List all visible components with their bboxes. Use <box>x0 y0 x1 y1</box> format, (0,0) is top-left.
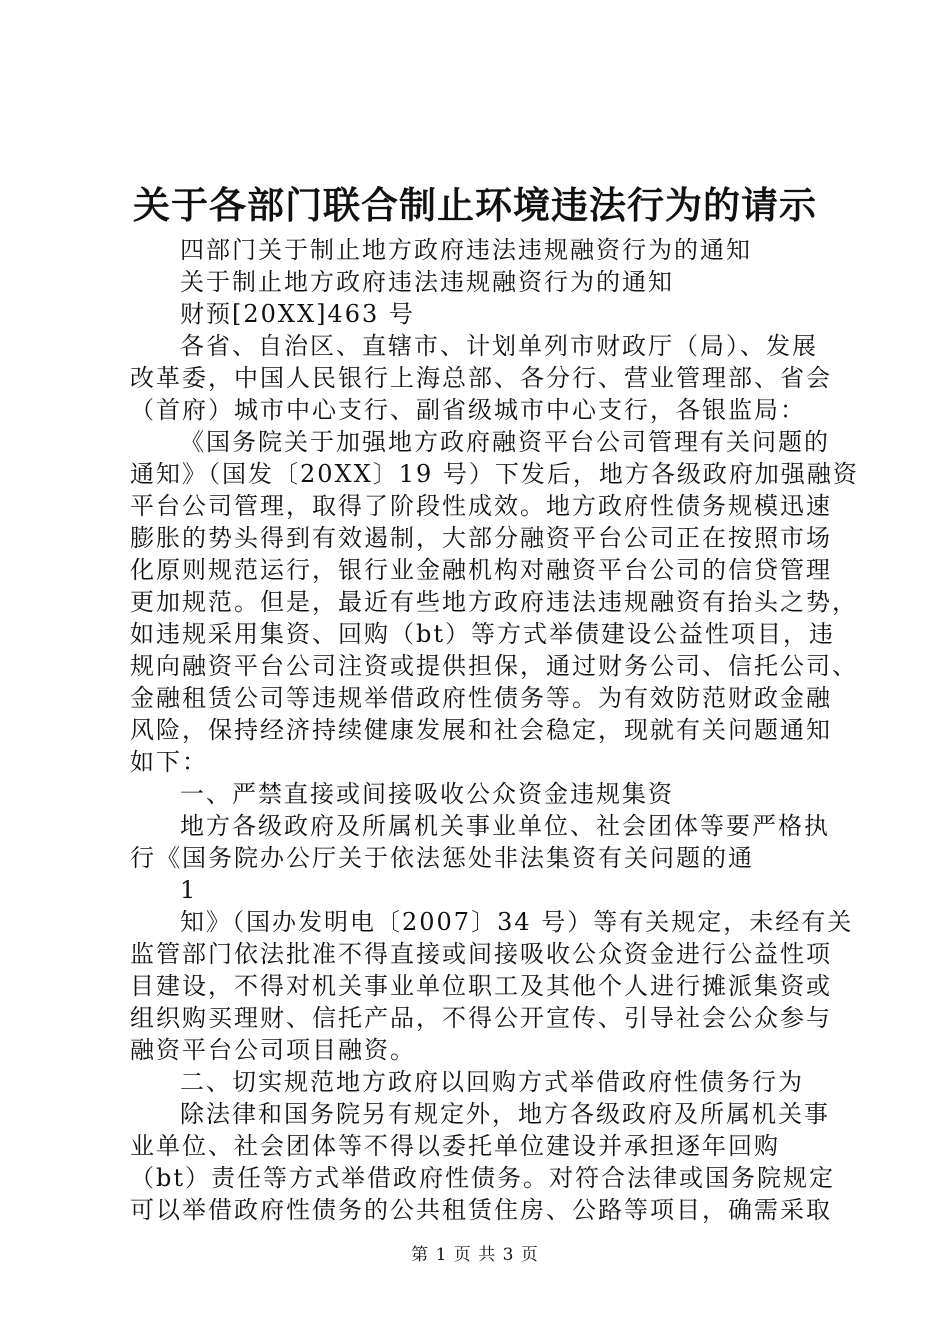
text-line: 更加规范。但是，最近有些地方政府违法违规融资有抬头之势， <box>130 588 858 616</box>
page-break-number: 1 <box>180 876 198 904</box>
text-line: （首府）城市中心支行、副省级城市中心支行，各银监局： <box>130 396 806 424</box>
text-line: 膨胀的势头得到有效遏制，大部分融资平台公司正在按照市场 <box>130 524 832 552</box>
text-line: 行《国务院办公厅关于依法惩处非法集资有关问题的通 <box>130 844 754 872</box>
text-line: 通知》（国发〔20XX〕19 号）下发后，地方各级政府加强融资 <box>130 460 859 488</box>
text-line: （bt）责任等方式举借政府性债务。对符合法律或国务院规定 <box>130 1164 836 1192</box>
text-line: 目建设，不得对机关事业单位职工及其他个人进行摊派集资或 <box>130 972 832 1000</box>
text-line: 监管部门依法批准不得直接或间接吸收公众资金进行公益性项 <box>130 940 832 968</box>
text-line: 业单位、社会团体等不得以委托单位建设并承担逐年回购 <box>130 1132 780 1160</box>
section-heading: 二、切实规范地方政府以回购方式举借政府性债务行为 <box>180 1068 804 1096</box>
text-line: 《国务院关于加强地方政府融资平台公司管理有关问题的 <box>180 428 830 456</box>
text-line: 四部门关于制止地方政府违法违规融资行为的通知 <box>180 236 752 264</box>
text-line: 融资平台公司项目融资。 <box>130 1036 416 1064</box>
text-line: 风险，保持经济持续健康发展和社会稳定，现就有关问题通知 <box>130 716 832 744</box>
text-line: 知》（国办发明电〔2007〕34 号）等有关规定，未经有关 <box>180 908 854 936</box>
text-line: 财预[20XX]463 号 <box>180 300 415 328</box>
text-line: 平台公司管理，取得了阶段性成效。地方政府性债务规模迅速 <box>130 492 832 520</box>
text-line: 可以举借政府性债务的公共租赁住房、公路等项目，确需采取 <box>130 1196 832 1224</box>
text-line: 组织购买理财、信托产品，不得公开宣传、引导社会公众参与 <box>130 1004 832 1032</box>
text-line: 各省、自治区、直辖市、计划单列市财政厅（局）、发展 <box>180 332 818 360</box>
text-line: 关于制止地方政府违法违规融资行为的通知 <box>180 268 674 296</box>
text-line: 地方各级政府及所属机关事业单位、社会团体等要严格执 <box>180 812 830 840</box>
text-line: 金融租赁公司等违规举借政府性债务等。为有效防范财政金融 <box>130 684 832 712</box>
page-footer: 第 1 页 共 3 页 <box>411 1245 539 1265</box>
text-line: 化原则规范运行，银行业金融机构对融资平台公司的信贷管理 <box>130 556 832 584</box>
document-body <box>130 234 859 1226</box>
text-line: 如下： <box>130 748 208 776</box>
text-line: 如违规采用集资、回购（bt）等方式举债建设公益性项目，违 <box>130 620 836 648</box>
text-line: 改革委，中国人民银行上海总部、各分行、营业管理部、省会 <box>130 364 832 392</box>
section-heading: 一、严禁直接或间接吸收公众资金违规集资 <box>180 780 674 808</box>
text-line: 除法律和国务院另有规定外，地方各级政府及所属机关事 <box>180 1100 830 1128</box>
document-title: 关于各部门联合制止环境违法行为的请示 <box>133 184 817 227</box>
text-line: 规向融资平台公司注资或提供担保，通过财务公司、信托公司、 <box>130 652 858 680</box>
